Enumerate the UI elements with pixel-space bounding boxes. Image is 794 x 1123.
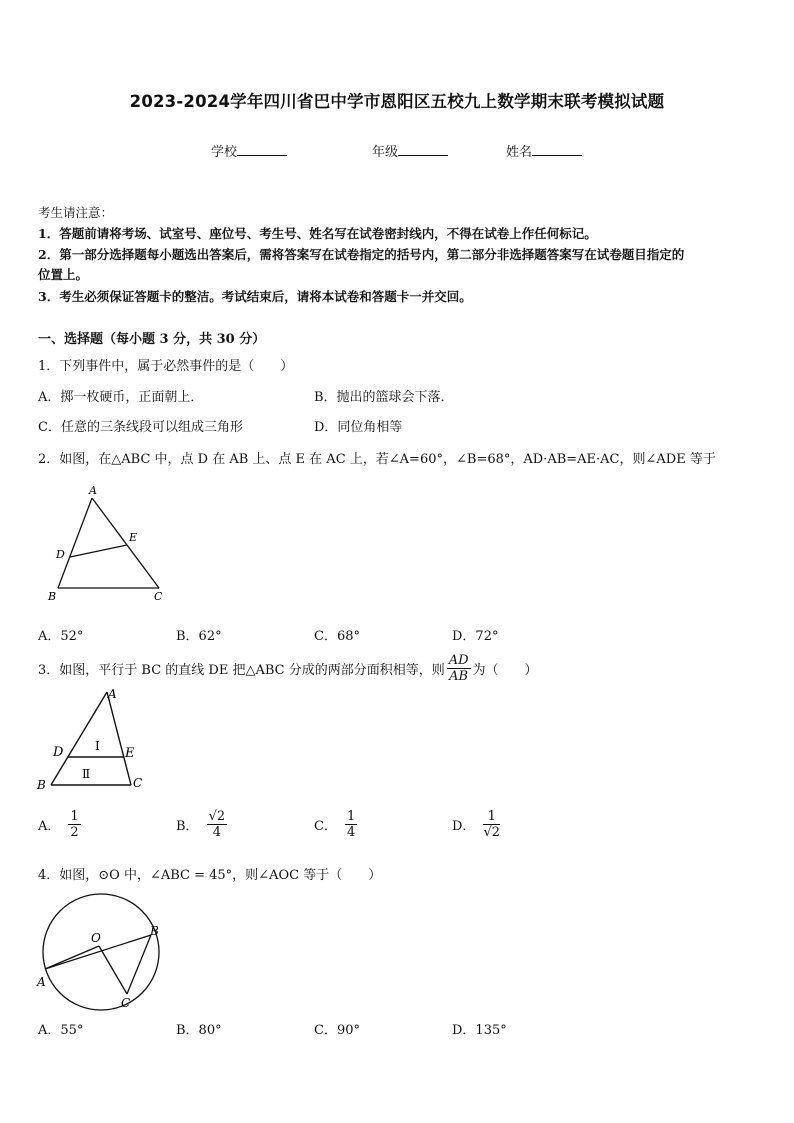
q1-stem: 1．下列事件中，属于必然事件的是（ ）: [38, 359, 294, 374]
name-blank: [532, 143, 582, 156]
q3-region-1: Ⅰ: [95, 739, 100, 753]
q3-option-d-num: 1: [483, 809, 500, 825]
q3-option-d: [452, 804, 500, 844]
q3-region-2: Ⅱ: [82, 767, 91, 781]
q3-label-c: C: [133, 776, 143, 790]
notice-item: 3．考生必须保证答题卡的整洁。考试结束后，请将本试卷和答题卡一并交回。: [38, 289, 472, 304]
q4-option-c: C．90°: [314, 1023, 360, 1038]
q1-option-a: A．掷一枚硬币，正面朝上．: [38, 390, 204, 405]
grade-field: [372, 141, 448, 160]
q1-option-c: C．任意的三条线段可以组成三角形: [38, 420, 243, 435]
school-field: [211, 141, 287, 160]
notice-item: 位置上。: [38, 267, 89, 282]
q4-option-d: D．135°: [452, 1023, 507, 1038]
q3-stem-end: 为（ ）: [472, 662, 538, 678]
q4-label-b: B: [150, 924, 159, 938]
q3-option-d-label: D．: [452, 818, 476, 834]
q3-option-d-fraction: [483, 809, 500, 840]
notice-heading: 考生请注意：: [38, 205, 114, 220]
notice-item: 1．答题前请将考场、试室号、座位号、考生号、姓名写在试卷密封线内，不得在试卷上作任何标记。: [38, 226, 597, 241]
name-label: 姓名: [506, 145, 533, 160]
q3-label-e: E: [125, 746, 135, 761]
q3-option-b-fraction: [207, 809, 228, 840]
q2-option-d: D．72°: [452, 629, 499, 644]
q3-option-c-num: 1: [346, 808, 356, 824]
q2-label-d: D: [56, 548, 65, 561]
q3-option-a-den: 2: [70, 824, 79, 840]
name-field: [506, 141, 582, 160]
q3-ratio-fraction: [447, 653, 471, 684]
q3-stem: [38, 650, 538, 686]
q3-option-c-label: C．: [314, 818, 337, 834]
q4-label-c: C: [121, 996, 131, 1010]
q3-label-b: B: [37, 778, 46, 792]
q3-stem-text: 3．如图，平行于 BC 的直线 DE 把△ABC 分成的两部分面积相等，则: [38, 662, 445, 678]
q1-option-b: B．抛出的篮球会下落．: [314, 390, 454, 405]
q3-option-a-label: A．: [38, 818, 61, 834]
q2-label-e: E: [129, 531, 138, 544]
q4-stem: 4．如图，⊙O 中，∠ABC = 45°，则∠AOC 等于（ ）: [38, 868, 382, 883]
q4-circle-figure: [34, 890, 174, 1014]
q3-ratio-numerator: AD: [448, 652, 469, 668]
grade-blank: [398, 143, 448, 156]
q2-triangle-figure: [44, 480, 174, 606]
school-blank: [237, 143, 287, 156]
q2-label-b: B: [48, 590, 57, 603]
q4-option-b: B．80°: [176, 1023, 222, 1038]
q3-option-d-den: √2: [483, 824, 500, 840]
q4-label-a: A: [37, 975, 46, 989]
q2-label-c: C: [154, 590, 163, 603]
q3-triangle-figure: [34, 686, 154, 792]
q2-label-a: A: [89, 484, 97, 497]
q4-label-o: O: [91, 931, 101, 945]
q2-stem: 2．如图，在△ABC 中，点 D 在 AB 上、点 E 在 AC 上，若∠A=60°，∠B=68°，AD·AB=AE·AC，则∠ADE 等于: [38, 452, 716, 467]
q3-option-a: [38, 804, 81, 844]
q2-option-c: C．68°: [314, 629, 360, 644]
q2-option-a: A．52°: [38, 629, 84, 644]
q3-option-b-den: 4: [212, 824, 221, 840]
q3-option-c-fraction: [345, 809, 357, 840]
q3-option-b: [176, 804, 227, 844]
q1-option-d: D．同位角相等: [314, 420, 403, 435]
grade-label: 年级: [372, 145, 399, 160]
notice-item: 2．第一部分选择题每小题选出答案后，需将答案写在试卷指定的括号内，第二部分非选择题答案写在试卷题目指定的: [38, 247, 685, 262]
page-title: 2023-2024学年四川省巴中学市恩阳区五校九上数学期末联考模拟试题: [129, 92, 665, 111]
q3-option-a-num: 1: [70, 808, 79, 824]
section-heading: 一、选择题（每小题 3 分，共 30 分）: [38, 332, 266, 347]
school-label: 学校: [211, 145, 238, 160]
q2-option-b: B．62°: [176, 629, 222, 644]
q3-option-c: [314, 804, 357, 844]
q3-option-c-den: 4: [346, 824, 356, 840]
q3-label-a: A: [108, 687, 117, 701]
q3-ratio-denominator: AB: [449, 668, 469, 684]
q3-label-d: D: [53, 745, 64, 760]
q3-option-b-num: √2: [208, 808, 226, 824]
q3-option-a-fraction: [68, 809, 80, 840]
q4-option-a: A．55°: [38, 1023, 84, 1038]
q3-option-b-label: B．: [176, 818, 199, 834]
